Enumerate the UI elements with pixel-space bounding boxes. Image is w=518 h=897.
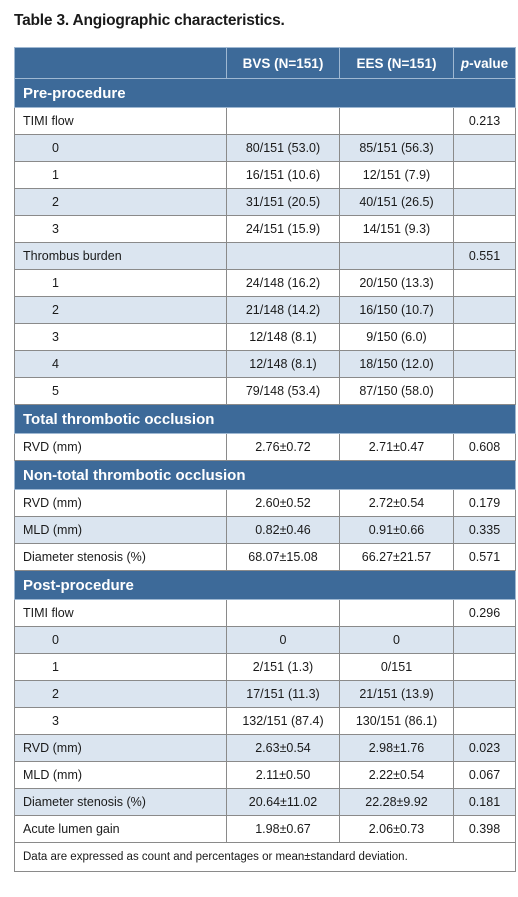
ees-value: 2.06±0.73 [340, 816, 454, 843]
table-row [15, 600, 516, 627]
table-row [15, 627, 516, 654]
row-label: Diameter stenosis (%) [15, 544, 227, 571]
table-row [15, 162, 516, 189]
bvs-value: 79/148 (53.4) [227, 378, 340, 405]
table-row [15, 490, 516, 517]
row-label: 2 [15, 681, 227, 708]
p-value [454, 135, 516, 162]
ees-value: 2.22±0.54 [340, 762, 454, 789]
ees-value: 130/151 (86.1) [340, 708, 454, 735]
p-value [454, 654, 516, 681]
ees-value: 22.28±9.92 [340, 789, 454, 816]
p-value [454, 378, 516, 405]
p-value: 0.398 [454, 816, 516, 843]
ees-value [340, 600, 454, 627]
ees-value: 16/150 (10.7) [340, 297, 454, 324]
row-label: RVD (mm) [15, 735, 227, 762]
ees-value: 12/151 (7.9) [340, 162, 454, 189]
footnote: Data are expressed as count and percentages or mean±standard deviation. [15, 843, 516, 872]
table-row [15, 378, 516, 405]
section-header [15, 79, 516, 108]
table-row [15, 708, 516, 735]
bvs-value: 2/151 (1.3) [227, 654, 340, 681]
bvs-value: 132/151 (87.4) [227, 708, 340, 735]
table-row [15, 654, 516, 681]
bvs-value: 2.60±0.52 [227, 490, 340, 517]
p-value: 0.335 [454, 517, 516, 544]
bvs-value: 68.07±15.08 [227, 544, 340, 571]
p-value [454, 708, 516, 735]
table-row [15, 735, 516, 762]
section-header [15, 571, 516, 600]
p-value: 0.571 [454, 544, 516, 571]
p-value [454, 162, 516, 189]
ees-value: 14/151 (9.3) [340, 216, 454, 243]
section-title: Post-procedure [15, 571, 516, 600]
ees-value: 87/150 (58.0) [340, 378, 454, 405]
footnote-row [15, 843, 516, 872]
ees-value [340, 108, 454, 135]
p-value: 0.181 [454, 789, 516, 816]
p-value: 0.067 [454, 762, 516, 789]
table-row [15, 816, 516, 843]
ees-value: 21/151 (13.9) [340, 681, 454, 708]
ees-value [340, 243, 454, 270]
row-label: 3 [15, 708, 227, 735]
section-header [15, 405, 516, 434]
bvs-value [227, 108, 340, 135]
p-value: 0.296 [454, 600, 516, 627]
header-row [15, 48, 516, 79]
p-value [454, 627, 516, 654]
bvs-value [227, 243, 340, 270]
bvs-value: 12/148 (8.1) [227, 351, 340, 378]
ees-value: 9/150 (6.0) [340, 324, 454, 351]
p-value [454, 189, 516, 216]
bvs-value: 2.11±0.50 [227, 762, 340, 789]
bvs-value: 0 [227, 627, 340, 654]
p-value: 0.608 [454, 434, 516, 461]
bvs-value: 16/151 (10.6) [227, 162, 340, 189]
row-label: RVD (mm) [15, 434, 227, 461]
table-row [15, 108, 516, 135]
p-value: 0.023 [454, 735, 516, 762]
row-label: Thrombus burden [15, 243, 227, 270]
section-title: Pre-procedure [15, 79, 516, 108]
section-title: Total thrombotic occlusion [15, 405, 516, 434]
bvs-value: 31/151 (20.5) [227, 189, 340, 216]
ees-value: 0/151 [340, 654, 454, 681]
p-value [454, 270, 516, 297]
row-label: 1 [15, 162, 227, 189]
p-value [454, 681, 516, 708]
row-label: 3 [15, 216, 227, 243]
bvs-value: 0.82±0.46 [227, 517, 340, 544]
ees-value: 0 [340, 627, 454, 654]
bvs-value: 20.64±11.02 [227, 789, 340, 816]
row-label: 1 [15, 270, 227, 297]
table-row [15, 324, 516, 351]
row-label: 3 [15, 324, 227, 351]
row-label: 2 [15, 189, 227, 216]
bvs-value: 2.76±0.72 [227, 434, 340, 461]
bvs-value [227, 600, 340, 627]
row-label: TIMI flow [15, 108, 227, 135]
p-value: 0.179 [454, 490, 516, 517]
table-row [15, 762, 516, 789]
table-row [15, 351, 516, 378]
row-label: MLD (mm) [15, 762, 227, 789]
header-ees: EES (N=151) [340, 48, 454, 79]
p-value [454, 297, 516, 324]
header-p-suffix: -value [469, 55, 509, 71]
row-label: RVD (mm) [15, 490, 227, 517]
ees-value: 20/150 (13.3) [340, 270, 454, 297]
row-label: Diameter stenosis (%) [15, 789, 227, 816]
bvs-value: 21/148 (14.2) [227, 297, 340, 324]
p-value [454, 351, 516, 378]
row-label: 4 [15, 351, 227, 378]
row-label: MLD (mm) [15, 517, 227, 544]
ees-value: 0.91±0.66 [340, 517, 454, 544]
table-row [15, 297, 516, 324]
table-row [15, 544, 516, 571]
table-row [15, 135, 516, 162]
table-row [15, 517, 516, 544]
bvs-value: 80/151 (53.0) [227, 135, 340, 162]
row-label: 2 [15, 297, 227, 324]
table-row [15, 216, 516, 243]
table-row [15, 243, 516, 270]
angiographic-table [14, 47, 516, 872]
row-label: Acute lumen gain [15, 816, 227, 843]
table-title: Table 3. Angiographic characteristics. [14, 12, 285, 29]
row-label: 0 [15, 135, 227, 162]
ees-value: 18/150 (12.0) [340, 351, 454, 378]
row-label: 1 [15, 654, 227, 681]
ees-value: 2.72±0.54 [340, 490, 454, 517]
bvs-value: 12/148 (8.1) [227, 324, 340, 351]
table-row [15, 270, 516, 297]
table-row [15, 434, 516, 461]
header-p-value [454, 48, 516, 79]
p-value: 0.551 [454, 243, 516, 270]
ees-value: 2.71±0.47 [340, 434, 454, 461]
row-label: 5 [15, 378, 227, 405]
section-header [15, 461, 516, 490]
header-bvs: BVS (N=151) [227, 48, 340, 79]
table-row [15, 789, 516, 816]
p-value [454, 216, 516, 243]
header-p-italic: p [460, 55, 470, 71]
ees-value: 66.27±21.57 [340, 544, 454, 571]
table-row [15, 681, 516, 708]
p-value [454, 324, 516, 351]
table-body [15, 79, 516, 872]
p-value: 0.213 [454, 108, 516, 135]
bvs-value: 2.63±0.54 [227, 735, 340, 762]
section-title: Non-total thrombotic occlusion [15, 461, 516, 490]
bvs-value: 17/151 (11.3) [227, 681, 340, 708]
table-row [15, 189, 516, 216]
bvs-value: 24/151 (15.9) [227, 216, 340, 243]
row-label: 0 [15, 627, 227, 654]
ees-value: 40/151 (26.5) [340, 189, 454, 216]
row-label: TIMI flow [15, 600, 227, 627]
ees-value: 85/151 (56.3) [340, 135, 454, 162]
bvs-value: 1.98±0.67 [227, 816, 340, 843]
header-label-cell [15, 48, 227, 79]
ees-value: 2.98±1.76 [340, 735, 454, 762]
bvs-value: 24/148 (16.2) [227, 270, 340, 297]
